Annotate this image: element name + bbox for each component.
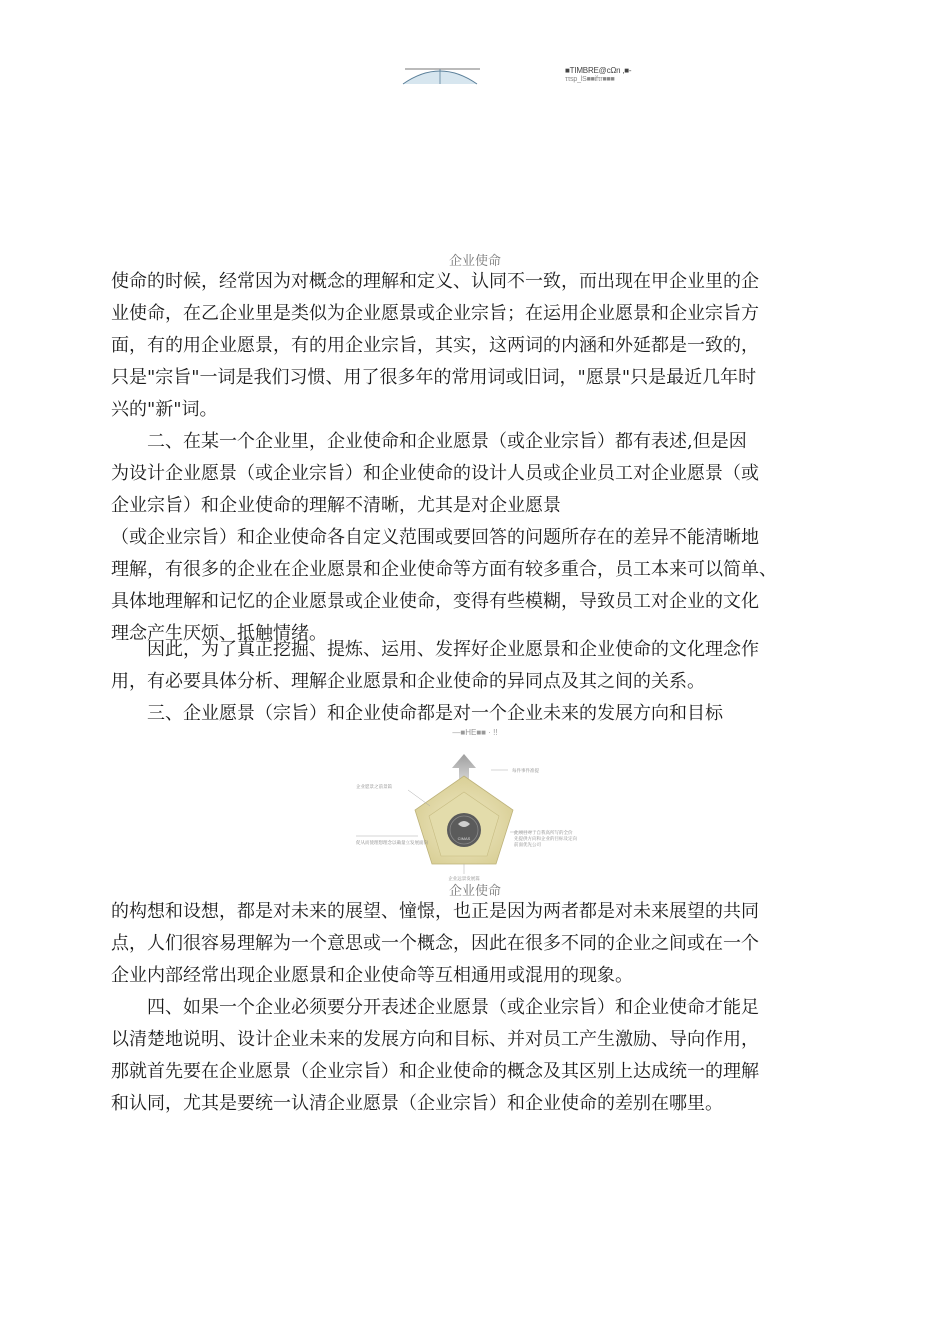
text-line: 的构想和设想，都是对未来的展望、憧憬，也正是因为两者都是对未来展望的共同 <box>111 901 759 922</box>
text-line: 用，有必要具体分析、理解企业愿景和企业使命的异同点及其之间的关系。 <box>111 671 705 692</box>
scrawl-line-2: ττsp_lS■■ifτr■■■ <box>565 76 615 83</box>
top-figure-scrawl <box>565 66 655 84</box>
text-line: 和认同，尤其是要统一认清企业愿景（企业宗旨）和企业使命的差别在哪里。 <box>111 1093 723 1114</box>
label-left: 促从而使理想理念以确量立发展面向 <box>356 840 428 845</box>
text-line: 理解，有很多的企业在企业愿景和企业使命等方面有较多重合，员工本来可以简单、 <box>111 559 777 580</box>
paragraph-2 <box>111 426 851 650</box>
logo-wordmark: CIMAS <box>457 836 471 841</box>
text-line: 点，人们很容易理解为一个意思或一个概念，因此在很多不同的企业之间或在一个 <box>111 933 759 954</box>
text-line: 业使命，在乙企业里是类似为企业愿景或企业宗旨；在运用企业愿景和企业宗旨方 <box>111 303 759 324</box>
label-right-3: 前面优先公司 <box>514 842 541 847</box>
text-line: 只是"宗旨"一词是我们习惯、用了很多年的常用词或旧词，"愿景"只是最近几年时 <box>111 367 757 388</box>
text-line: 为设计企业愿景（或企业宗旨）和企业使命的设计人员或企业员工对企业愿景（或 <box>111 463 759 484</box>
paragraph-1 <box>111 266 851 426</box>
text-line: 企业宗旨）和企业使命的理解不清晰，尤其是对企业愿景 <box>111 495 561 516</box>
text-line: （或企业宗旨）和企业使命各自定义范围或要回答的问题所存在的差异不能清晰地 <box>111 527 759 548</box>
center-logo-circle <box>447 813 481 847</box>
label-right-1: 此项目对于自我高所写的全价 <box>514 830 573 835</box>
text-line: 使命的时候，经常因为对概念的理解和定义、认同不一致，而出现在甲企业里的企 <box>111 271 759 292</box>
text-line: 面，有的用企业愿景，有的用企业宗旨，其实，这两词的内涵和外延都是一致的， <box>111 335 759 356</box>
label-right-2: 先提供方向和企业的目标及定向 <box>514 836 577 841</box>
label-bottom: 企业远景发展篇 <box>448 876 480 881</box>
label-top-left: 企业愿景之前景篇 <box>356 784 392 789</box>
paragraph-5 <box>111 896 851 992</box>
text-line: 理念产生厌烦、抵触情绪。 <box>111 623 327 644</box>
text-line: 二、在某一个企业里，企业使命和企业愿景（或企业宗旨）都有表述,但是因 <box>111 431 747 452</box>
paragraph-4 <box>111 698 851 730</box>
paragraph-6 <box>111 992 851 1120</box>
text-line: 兴的"新"词。 <box>111 399 218 420</box>
scrawl-line-1: ■TIMBRE@cΩrι ,■- <box>565 66 632 75</box>
text-line: 因此，为了真正挖掘、提炼、运用、发挥好企业愿景和企业使命的文化理念作 <box>111 639 759 660</box>
label-top-right: 每件事件准提 <box>512 768 539 773</box>
text-line: 三、企业愿景（宗旨）和企业使命都是对一个企业未来的发展方向和目标 <box>111 703 723 724</box>
text-line: 那就首先要在企业愿景（企业宗旨）和企业使命的概念及其区别上达成统一的理解 <box>111 1061 759 1082</box>
diagram-caption: 企业使命 <box>448 884 501 899</box>
text-line: 具体地理解和记忆的企业愿景或企业使命，变得有些模糊，导致员工对企业的文化 <box>111 591 759 612</box>
text-line: 四、如果一个企业必须要分开表述企业愿景（或企业宗旨）和企业使命才能足 <box>111 997 759 1018</box>
text-line: 企业内部经常出现企业愿景和企业使命等互相通用或混用的现象。 <box>111 965 633 986</box>
paragraph-3 <box>111 634 851 698</box>
diagram-header-scrawl: —■HE■■ · !! <box>452 728 498 737</box>
mission-pentagon-diagram <box>348 752 618 882</box>
text-line: 以清楚地说明、设计企业未来的发展方向和目标、并对员工产生激励、导向作用， <box>111 1029 759 1050</box>
top-figure-caption: 企业使命 <box>448 254 501 269</box>
